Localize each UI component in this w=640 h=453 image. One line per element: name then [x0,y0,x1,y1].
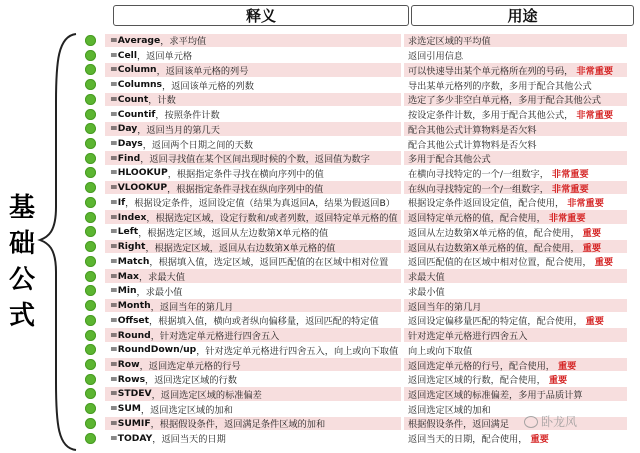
formula-name: =Min [110,285,137,297]
formula-usage [404,93,627,107]
formula-description: ，返回选定单元格的行号 [139,360,241,372]
formula-usage [404,284,627,298]
formula-description: ，返回选定区域的行数 [145,375,237,386]
section-title-char: 基 [8,193,35,223]
formula-name: =Offset [110,314,150,326]
formula-name: =Countif [110,108,156,120]
formula-definition [105,373,401,387]
list-item [82,48,638,63]
formula-usage [404,225,627,239]
formula-description: ，按照条件计数 [155,110,220,121]
usage-text: 返回设定偏移量匹配的特定值，配合使用， [408,316,583,328]
formula-usage [404,240,627,254]
formula-definition [105,196,401,210]
formula-definition [105,48,401,62]
formula-definition [105,240,401,254]
formula-definition [105,284,401,298]
usage-text: 返回当天的日期，配合使用， [408,434,528,445]
importance-tag: 非常重要 [567,198,604,210]
usage-text: 求最大值 [408,272,445,283]
importance-tag: 非常重要 [576,65,614,77]
formula-description: ，针对选定单元格进行四舍五入 [150,331,280,342]
formula-definition [105,387,401,401]
formula-description: ，根据选定区域，设定行数和/或者列数，返回特定单元格的值 [146,213,398,224]
formula-definition [105,314,401,328]
list-item [82,195,638,210]
list-item [82,210,638,225]
bullet-icon [85,388,96,399]
importance-tag: 非常重要 [551,168,589,180]
usage-text: 返回选定区域的行数，配合使用， [408,375,546,386]
formula-name: =Count [110,93,149,105]
formula-description: ，返回寻找值在某个区间出现时候的个数，返回值为数字 [140,154,370,165]
formula-name: =Column [110,64,157,76]
list-item [82,313,638,328]
formula-name: =Row [110,359,140,371]
list-item [82,357,638,372]
formula-name: =STDEV [110,388,152,400]
bullet-icon [85,109,96,120]
section-title-char: 式 [8,301,35,331]
formula-usage [404,343,627,357]
bullet-icon [85,359,96,370]
usage-text: 返回从左边数第X单元格的值，配合使用， [408,227,580,239]
bullet-icon [85,344,96,355]
formula-description: ，返回两个日期之间的天数 [142,139,253,151]
list-item [82,92,638,107]
formula-definition [105,166,401,180]
bullet-icon [85,433,96,444]
list-item [82,136,638,151]
formula-definition [105,402,401,416]
formula-name: =Left [110,226,139,238]
list-item [82,151,638,166]
usage-text: 向上或向下取值 [408,345,473,357]
formula-description: ，返回当月的第几天 [137,124,220,136]
list-item [82,33,638,48]
formula-name: =If [110,196,126,208]
formula-definition [105,328,401,342]
list-item [82,254,638,269]
usage-text: 导出某单元格列的序数，多用于配合其他公式 [408,80,592,92]
formula-definition [105,107,401,121]
formula-name: =Columns [110,79,163,91]
formula-name: =Right [110,241,146,253]
formula-name: =Average [110,34,161,46]
formula-usage [404,34,627,48]
usage-text: 在横向寻找特定的一个/一组数字， [408,168,549,180]
formula-definition [105,78,401,92]
formula-name: =SUMIF [110,417,151,429]
formula-description: ，求最大值 [138,272,185,283]
bullet-icon [85,300,96,311]
formula-usage [404,63,627,77]
usage-text: 多用于配合其他公式 [408,154,491,165]
bullet-icon [85,197,96,208]
usage-text: 返回选定区域的标准偏差，多用于品质计算 [408,389,583,401]
formula-name: =Max [110,270,139,282]
formula-definition [105,225,401,239]
importance-tag: 重要 [558,360,577,372]
bullet-icon [85,418,96,429]
formula-description: ，返回当天的日期 [152,434,226,445]
bullet-icon [85,94,96,105]
formula-usage [404,255,627,269]
formula-description: ，根据假设条件，返回满足条件区域的加和 [150,419,326,431]
formula-definition [105,210,401,224]
usage-text: 根据假设条件，返回满足 [408,419,510,431]
watermark-text: 卧龙风 [541,415,578,429]
list-item [82,180,638,195]
importance-tag: 重要 [585,316,604,328]
formula-definition [105,151,401,165]
formula-definition [105,431,401,445]
formula-name: =Index [110,211,147,223]
importance-tag: 重要 [582,242,602,254]
formula-definition [105,417,401,431]
importance-tag: 重要 [582,227,602,239]
bullet-icon [85,138,96,149]
list-item [82,372,638,387]
formula-usage [404,269,627,283]
formula-name: =Find [110,152,141,164]
importance-tag: 非常重要 [576,110,614,121]
list-item [82,342,638,357]
usage-text: 返回选定区域的加和 [408,404,491,416]
formula-usage [404,387,627,401]
list-item [82,239,638,254]
list-item [82,298,638,313]
bullet-icon [85,403,96,414]
bullet-icon [85,212,96,223]
formula-usage [404,314,627,328]
usage-text: 选定了多少非空白单元格，多用于配合其他公式 [408,95,601,107]
list-item [82,166,638,181]
formula-usage [404,166,627,180]
list-item [82,328,638,343]
formula-list [82,33,638,446]
formula-name: =TODAY [110,432,153,444]
formula-name: =RoundDown/up [110,344,197,356]
bullet-icon [85,241,96,252]
formula-description: ，返回选定区域的加和 [140,404,233,416]
list-item [82,431,638,446]
importance-tag: 重要 [530,434,549,445]
usage-text: 可以快速导出某个单元格所在列的号码， [408,65,574,77]
bullet-icon [85,50,96,61]
bullet-icon [85,315,96,326]
formula-name: =HLOOKUP [110,167,168,179]
formula-usage [404,299,627,313]
importance-tag: 重要 [594,257,614,269]
formula-usage [404,151,627,165]
section-title-char: 公 [8,265,35,295]
usage-text: 返回选定单元格的行号，配合使用， [408,360,555,372]
list-item [82,225,638,240]
formula-name: =Round [110,329,151,341]
formula-definition [105,358,401,372]
formula-description: ，返回当年的第几月 [150,301,234,313]
formula-usage [404,402,627,416]
bullet-icon [85,79,96,90]
formula-usage [404,417,627,431]
formula-definition [105,93,401,107]
formula-description: ，计数 [148,95,176,107]
formula-description: ，根据指定条件寻找在纵向序列中的值 [167,183,324,195]
formula-usage [404,107,627,121]
formula-name: =Days [110,138,143,149]
bullet-icon [85,226,96,237]
formula-definition [105,122,401,136]
formula-description: ，根据选定区域，返回从右边数第X单元格的值 [145,242,336,254]
formula-name: =SUM [110,403,141,415]
list-item [82,62,638,77]
formula-definition [105,255,401,269]
formula-definition [105,299,401,313]
column-header-usage: 用途 [411,5,634,26]
list-item [82,77,638,92]
formula-description: ，求平均值 [160,36,207,48]
bullet-icon [85,123,96,134]
section-title [6,190,38,334]
list-item [82,387,638,402]
bullet-icon [85,153,96,164]
formula-usage [404,373,627,387]
usage-text: 返回特定单元格的值，配合使用， [408,213,546,224]
section-title-char: 础 [8,229,35,259]
formula-usage [404,181,627,195]
formula-name: =Cell [110,49,137,61]
formula-name: =Month [110,300,151,312]
formula-description: ，求最小值 [136,286,183,298]
bullet-icon [85,374,96,385]
importance-tag: 重要 [548,375,568,386]
formula-usage [404,122,627,136]
formula-name: =Match [110,255,150,267]
formula-description: ，针对选定单元格进行四舍五入，向上或向下取值 [196,345,399,357]
usage-text: 求选定区域的平均值 [408,36,491,48]
usage-text: 返回匹配值的在区域中相对位置，配合使用， [408,257,592,269]
formula-description: ，根据填入值，横向或者纵向偏移量，返回匹配的特定值 [149,316,379,328]
bullet-icon [85,271,96,282]
formula-usage [404,48,627,62]
importance-tag: 非常重要 [548,213,586,224]
formula-usage [404,358,627,372]
usage-text: 返回引用信息 [408,51,464,62]
formula-definition [105,137,401,151]
formula-name: =Rows [110,373,146,385]
bullet-icon [85,285,96,296]
bullet-icon [85,35,96,46]
usage-text: 根据设定条件返回设定值，配合使用， [408,198,565,210]
formula-description: ，返回单元格 [136,51,193,62]
usage-text: 求最小值 [408,286,445,298]
formula-description: ，根据指定条件寻找在横向序列中的值 [167,168,324,180]
formula-description: ，根据设定条件，返回设定值（结果为真返回A，结果为假返回B） [125,198,395,210]
bullet-icon [85,64,96,75]
usage-text: 按设定条件计数，多用于配合其他公式， [408,110,574,121]
usage-text: 配合其他公式计算物料是否欠料 [408,139,537,151]
formula-definition [105,343,401,357]
formula-definition [105,63,401,77]
formula-usage [404,328,627,342]
list-item [82,107,638,122]
usage-text: 返回当年的第几月 [408,301,482,313]
usage-text: 配合其他公式计算物料是否欠料 [408,124,537,136]
formula-description: ，返回选定区域的标准偏差 [151,389,262,401]
usage-text: 针对选定单元格进行四舍五入 [408,331,528,342]
formula-usage [404,137,627,151]
formula-usage [404,210,627,224]
wechat-icon [524,416,538,428]
formula-definition [105,181,401,195]
list-item [82,283,638,298]
formula-description: ，返回该单元格的列号 [156,65,249,77]
list-item [82,269,638,284]
formula-name: =VLOOKUP [110,182,168,194]
bullet-icon [85,167,96,178]
list-item [82,121,638,136]
formula-name: =Day [110,123,138,135]
bullet-icon [85,182,96,193]
bullet-icon [85,330,96,341]
formula-definition [105,34,401,48]
formula-description: ，根据填入值，选定区域，返回匹配值的在区域中相对位置 [149,257,389,269]
formula-usage [404,431,627,445]
formula-usage [404,78,627,92]
watermark [524,413,577,430]
formula-description: ，根据选定区域，返回从左边数第X单元格的值 [138,227,329,239]
usage-text: 在纵向寻找特定的一个/一组数字， [408,183,549,195]
formula-description: ，返回该单元格的列数 [162,80,254,92]
formula-definition [105,269,401,283]
importance-tag: 非常重要 [551,183,589,195]
usage-text: 返回从右边数第X单元格的值，配合使用， [408,242,580,254]
column-header-definition: 释义 [113,5,409,26]
bullet-icon [85,256,96,267]
formula-usage [404,196,627,210]
curly-brace-icon [36,32,80,452]
